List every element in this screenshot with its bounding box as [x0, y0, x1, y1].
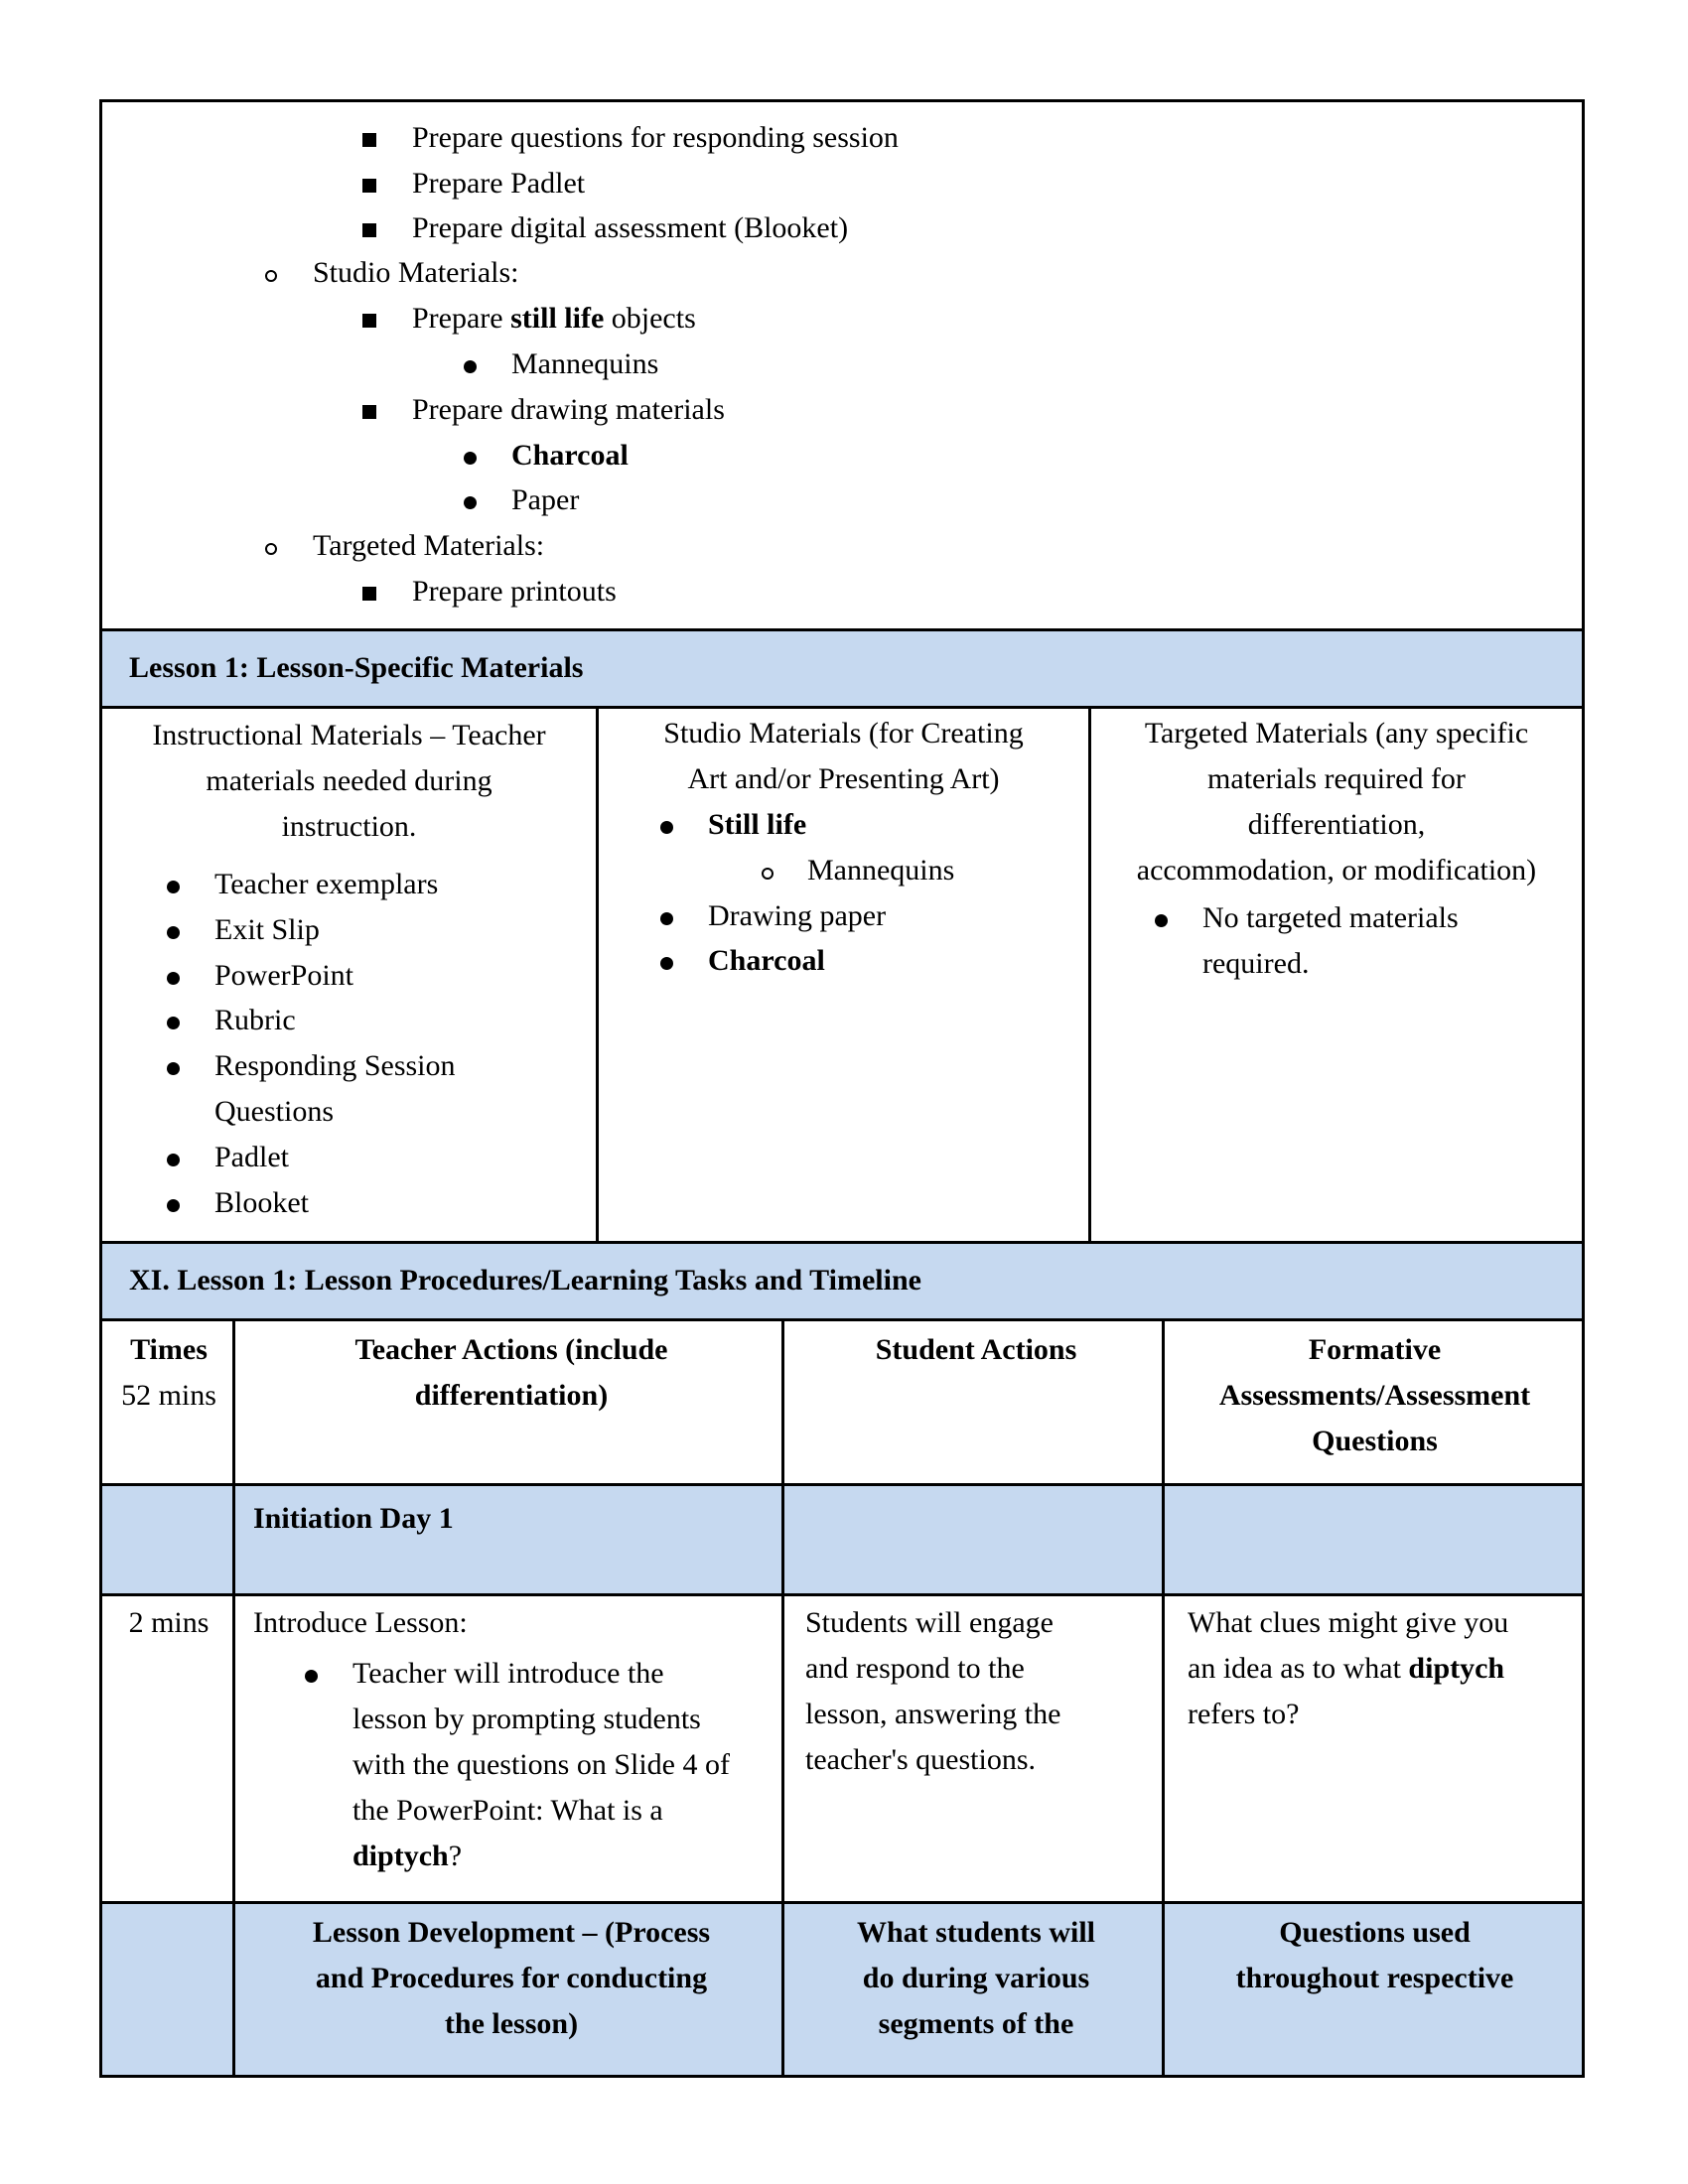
instructional-item: Responding Session [214, 1049, 456, 1082]
round-bullet-icon [167, 953, 180, 999]
hollow-bullet-icon [265, 250, 277, 296]
prep-item: Prepare printouts [412, 575, 617, 608]
round-bullet-icon [660, 802, 673, 848]
instructional-item: Padlet [214, 1141, 289, 1173]
prep-list-section [99, 99, 1585, 628]
instructional-item: Exit Slip [214, 913, 320, 946]
initiation-label: Initiation Day 1 [253, 1502, 454, 1535]
instructional-item: Teacher exemplars [214, 868, 439, 900]
round-bullet-icon [1155, 895, 1168, 941]
times-column-header: Times [130, 1333, 208, 1366]
materials-header-row [99, 631, 1585, 706]
square-bullet-icon [362, 161, 376, 206]
procedure-row [99, 1596, 1585, 1901]
teacher-action-text: Teacher will introduce the lesson by prompting students with the questions on Slide 4 of the PowerPoint: What is a diptych? [352, 1657, 730, 1872]
prep-item: Prepare drawing materials [412, 393, 725, 426]
column-divider [232, 1321, 235, 2075]
round-bullet-icon [660, 893, 673, 939]
table-border [99, 99, 1585, 102]
square-bullet-icon [362, 205, 376, 251]
teacher-column-header: Teacher Actions (include differentiation) [354, 1333, 668, 1412]
square-bullet-icon [362, 569, 376, 614]
instructional-item-continued: Questions [214, 1095, 334, 1128]
round-bullet-icon [464, 478, 477, 523]
targeted-heading: Targeted Materials (any specific materials required for differentiation, accommodation, or modification) [1136, 717, 1537, 887]
hollow-bullet-icon [762, 848, 774, 893]
procedures-header: XI. Lesson 1: Lesson Procedures/Learning Tasks and Timeline [129, 1264, 921, 1297]
round-bullet-icon [305, 1651, 318, 1697]
prep-item: Prepare digital assessment (Blooket) [412, 211, 849, 244]
round-bullet-icon [464, 341, 477, 387]
square-bullet-icon [362, 387, 376, 433]
instructional-item: Blooket [214, 1186, 309, 1219]
row-time: 2 mins [128, 1606, 210, 1639]
column-divider [1162, 1321, 1165, 2075]
instructional-heading: Instructional Materials – Teacher materials needed during instruction. [152, 719, 546, 843]
round-bullet-icon [167, 907, 180, 953]
hollow-bullet-icon [265, 523, 277, 569]
total-time: 52 mins [121, 1379, 216, 1412]
teacher-action-intro: Introduce Lesson: [253, 1606, 468, 1639]
prep-item: Prepare still life objects [412, 302, 696, 335]
studio-item: Drawing paper [708, 899, 887, 932]
studio-materials-heading: Studio Materials: [313, 256, 519, 289]
prep-item: Prepare questions for responding session [412, 121, 899, 154]
targeted-item: No targeted materials [1202, 901, 1459, 934]
prep-subitem: Mannequins [511, 347, 659, 380]
column-header-row [99, 1321, 1585, 1483]
square-bullet-icon [362, 115, 376, 161]
round-bullet-icon [660, 938, 673, 984]
studio-item: Still life [708, 808, 807, 841]
studio-heading: Studio Materials (for Creating Art and/or Presenting Art) [663, 717, 1024, 795]
materials-header: Lesson 1: Lesson-Specific Materials [129, 651, 584, 684]
instructional-item: Rubric [214, 1004, 296, 1036]
development-teacher-header: Lesson Development – (Process and Procedures for conducting the lesson) [312, 1916, 711, 2040]
table-border [99, 2075, 1585, 2078]
formative-column-header: Formative Assessments/Assessment Questions [1218, 1333, 1531, 1457]
initiation-row [99, 1486, 1585, 1593]
round-bullet-icon [464, 433, 477, 478]
lesson-plan-table [99, 99, 1585, 2078]
square-bullet-icon [362, 296, 376, 341]
student-column-header: Student Actions [875, 1333, 1077, 1366]
round-bullet-icon [167, 1135, 180, 1180]
development-student-header: What students will do during various segments of the [856, 1916, 1096, 2040]
procedures-header-row [99, 1244, 1585, 1318]
materials-row [99, 709, 1585, 1241]
student-action-text: Students will engage and respond to the lesson, answering the teacher's questions. [805, 1606, 1061, 1776]
column-divider [781, 1321, 784, 2075]
prep-item: Prepare Padlet [412, 167, 586, 200]
formative-question-text: What clues might give you an idea as to what diptych refers to? [1188, 1606, 1509, 1730]
targeted-materials-heading: Targeted Materials: [313, 529, 545, 562]
targeted-item-continued: required. [1202, 947, 1310, 980]
instructional-item: PowerPoint [214, 959, 354, 992]
round-bullet-icon [167, 1180, 180, 1226]
studio-subitem: Mannequins [807, 854, 955, 887]
round-bullet-icon [167, 998, 180, 1043]
development-formative-header: Questions used throughout respective [1235, 1916, 1514, 1994]
prep-subitem: Paper [511, 483, 580, 516]
round-bullet-icon [167, 862, 180, 907]
round-bullet-icon [167, 1043, 180, 1089]
studio-item: Charcoal [708, 944, 825, 977]
development-row [99, 1904, 1585, 2075]
prep-subitem: Charcoal [511, 439, 629, 472]
